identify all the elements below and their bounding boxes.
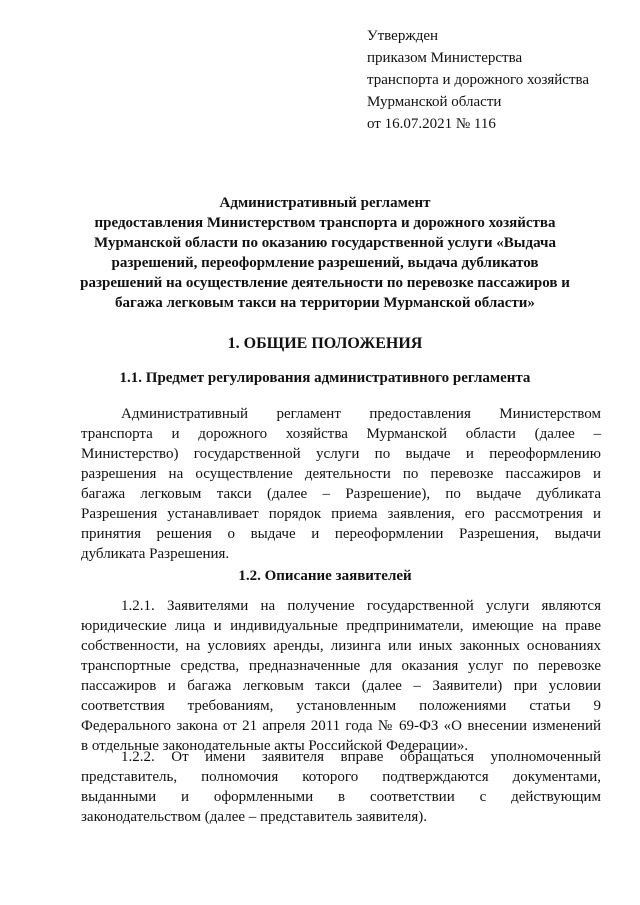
subsection-heading: 1.1. Предмет регулирования административного регламента	[119, 370, 531, 386]
paragraph-line: в отдельные законодательные акты Российской Федерации».	[81, 738, 469, 754]
paragraph-line: юридические лица и индивидуальные предприниматели, имеющие на праве	[81, 618, 601, 634]
paragraph-line: Министерство) государственной услуги по выдаче и переоформлению	[81, 446, 601, 462]
paragraph-1-2-2	[81, 747, 601, 827]
title-line: Мурманской области по оказанию государственной услуги «Выдача	[94, 235, 556, 251]
paragraph-line: пассажиров и багажа легковым такси (далее – Заявители) при условии	[81, 678, 601, 694]
paragraph-1-1	[81, 404, 601, 564]
paragraph-line: дубликата Разрешения.	[81, 546, 230, 562]
paragraph-1-2-1	[81, 596, 601, 756]
approval-line: транспорта и дорожного хозяйства	[367, 72, 590, 88]
approval-stamp	[367, 25, 589, 135]
subsection-heading: 1.2. Описание заявителей	[238, 568, 412, 584]
title-line: багажа легковым такси на территории Мурманской области»	[115, 295, 535, 311]
approval-line: приказом Министерства	[367, 50, 523, 66]
paragraph-line: 1.2.1. Заявителями на получение государственной услуги являются	[121, 598, 601, 614]
title-line: разрешений, переоформление разрешений, выдача дубликатов	[111, 255, 539, 271]
paragraph-line: разрешения на осуществление деятельности по перевозке пассажиров и	[81, 466, 601, 482]
document-title	[60, 193, 590, 313]
paragraph-line: принятия решения о выдаче и переоформлении Разрешения, выдачи	[81, 526, 601, 542]
approval-line: Мурманской области	[367, 94, 502, 110]
title-line: предоставления Министерством транспорта и дорожного хозяйства	[94, 215, 556, 231]
paragraph-line: выданными и оформленными в соответствии с действующим	[81, 789, 601, 805]
section-heading: 1. ОБЩИЕ ПОЛОЖЕНИЯ	[227, 335, 423, 352]
paragraph-line: соответствия требованиям, установленным положениями статьи 9	[81, 698, 601, 714]
paragraph-line: представитель, полномочия которого подтверждаются документами,	[81, 769, 601, 785]
paragraph-line: Разрешения устанавливает порядок приема заявления, его рассмотрения и	[81, 506, 601, 522]
paragraph-line: транспорта и дорожного хозяйства Мурманской области (далее –	[81, 426, 601, 442]
paragraph-line: Административный регламент предоставления Министерством	[121, 406, 601, 422]
approval-line: Утвержден	[367, 28, 439, 44]
paragraph-line: 1.2.2. От имени заявителя вправе обращаться уполномоченный	[121, 749, 601, 765]
approval-date-line: от 16.07.2021 № 116	[367, 116, 496, 132]
paragraph-line: собственности, на условиях аренды, лизинга или иных законных основаниях	[81, 638, 601, 654]
paragraph-line: багажа легковым такси (далее – Разрешение), по выдаче дубликата	[81, 486, 601, 502]
paragraph-line: транспортные средства, предназначенные для оказания услуг по перевозке	[81, 658, 601, 674]
title-line: Административный регламент	[219, 195, 431, 211]
paragraph-line: Федерального закона от 21 апреля 2011 года № 69-ФЗ «О внесении изменений	[81, 718, 601, 734]
paragraph-line: законодательством (далее – представитель заявителя).	[81, 809, 428, 825]
title-line: разрешений на осуществление деятельности по перевозке пассажиров и	[80, 275, 570, 291]
